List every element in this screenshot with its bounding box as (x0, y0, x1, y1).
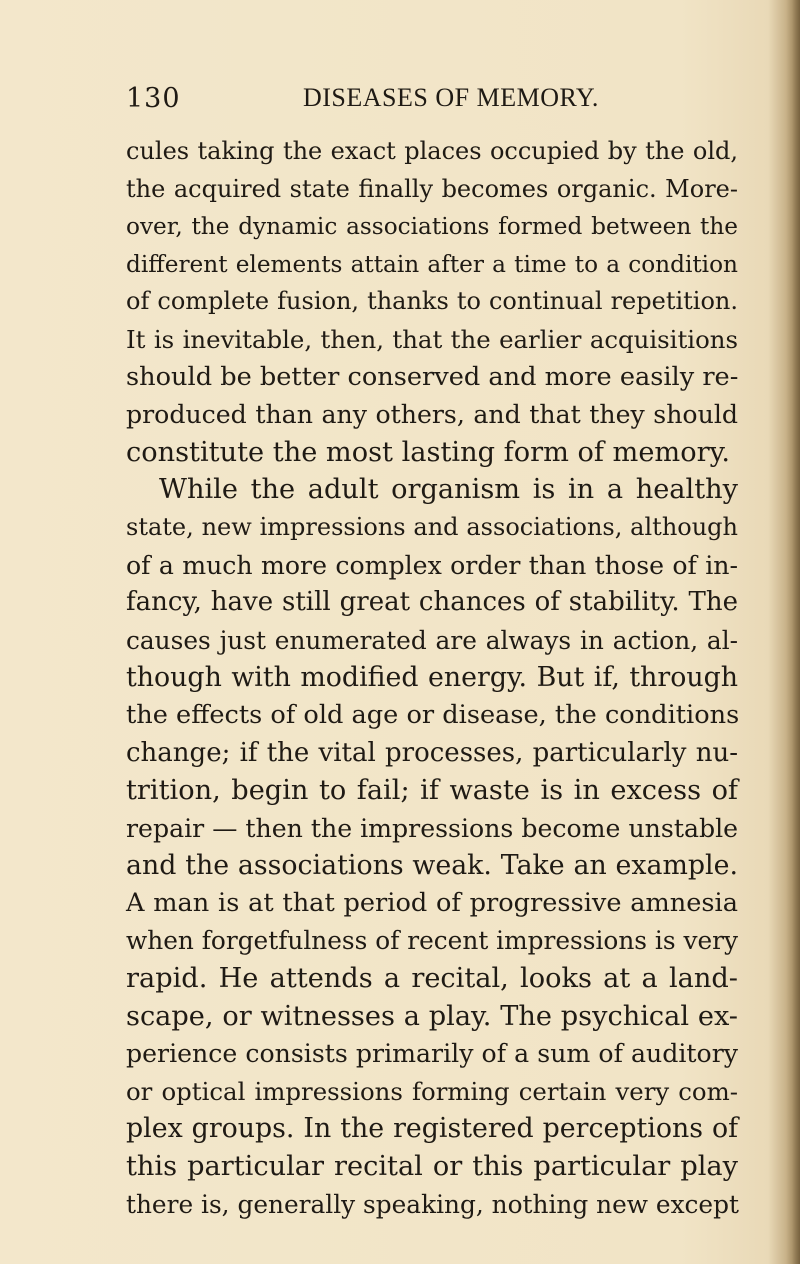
text-line: perience consists primarily of a sum of auditory (126, 1039, 738, 1069)
page-edge-shadow (786, 0, 800, 1264)
text-line: the acquired state finally becomes organic. More- (126, 174, 738, 203)
text-line: causes just enumerated are always in action, al- (126, 625, 738, 655)
text-line: scape, or witnesses a play. The psychical ex- (126, 1000, 738, 1032)
text-line: the effects of old age or disease, the conditions (126, 699, 740, 730)
text-line: rapid. He attends a recital, looks at a land- (126, 963, 738, 995)
text-line: when forgetfulness of recent impressions is very (126, 926, 738, 956)
page-number: 130 (126, 82, 181, 114)
text-line: and the associations weak. Take an example. (126, 850, 738, 882)
text-line: there is, generally speaking, nothing new except (126, 1189, 739, 1219)
text-line: this particular recital or this particular play (126, 1151, 738, 1183)
text-line: plex groups. In the registered perceptions of (126, 1113, 738, 1145)
text-line: though with modified energy. But if, through (126, 662, 738, 694)
text-line: trition, begin to fail; if waste is in excess of (126, 775, 738, 807)
text-line: constitute the most lasting form of memory. (126, 436, 730, 468)
text-line: state, new impressions and associations, although (126, 512, 738, 541)
text-line: different elements attain after a time to a condition (126, 250, 738, 278)
text-line: over, the dynamic associations formed between the (126, 213, 738, 241)
running-head (126, 80, 746, 116)
text-line: or optical impressions forming certain very com- (126, 1076, 738, 1106)
text-line: should be better conserved and more easily re- (126, 361, 739, 392)
text-line: While the adult organism is in a healthy (159, 474, 738, 506)
text-line: of complete fusion, thanks to continual repetition. (126, 287, 738, 316)
body-text (126, 133, 738, 1223)
running-title: DISEASES OF MEMORY. (303, 83, 599, 112)
text-line: A man is at that period of progressive amnesia (126, 887, 738, 918)
text-line: cules taking the exact places occupied by the old, (126, 137, 738, 165)
text-line: It is inevitable, then, that the earlier acquisitions (126, 324, 738, 354)
text-line: fancy, have still great chances of stability. The (126, 587, 738, 618)
text-line: produced than any others, and that they should (126, 400, 738, 430)
text-line: repair — then the impressions become unstable (126, 813, 739, 843)
text-line: change; if the vital processes, particularly nu- (126, 737, 738, 768)
text-line: of a much more complex order than those of in- (126, 550, 738, 580)
